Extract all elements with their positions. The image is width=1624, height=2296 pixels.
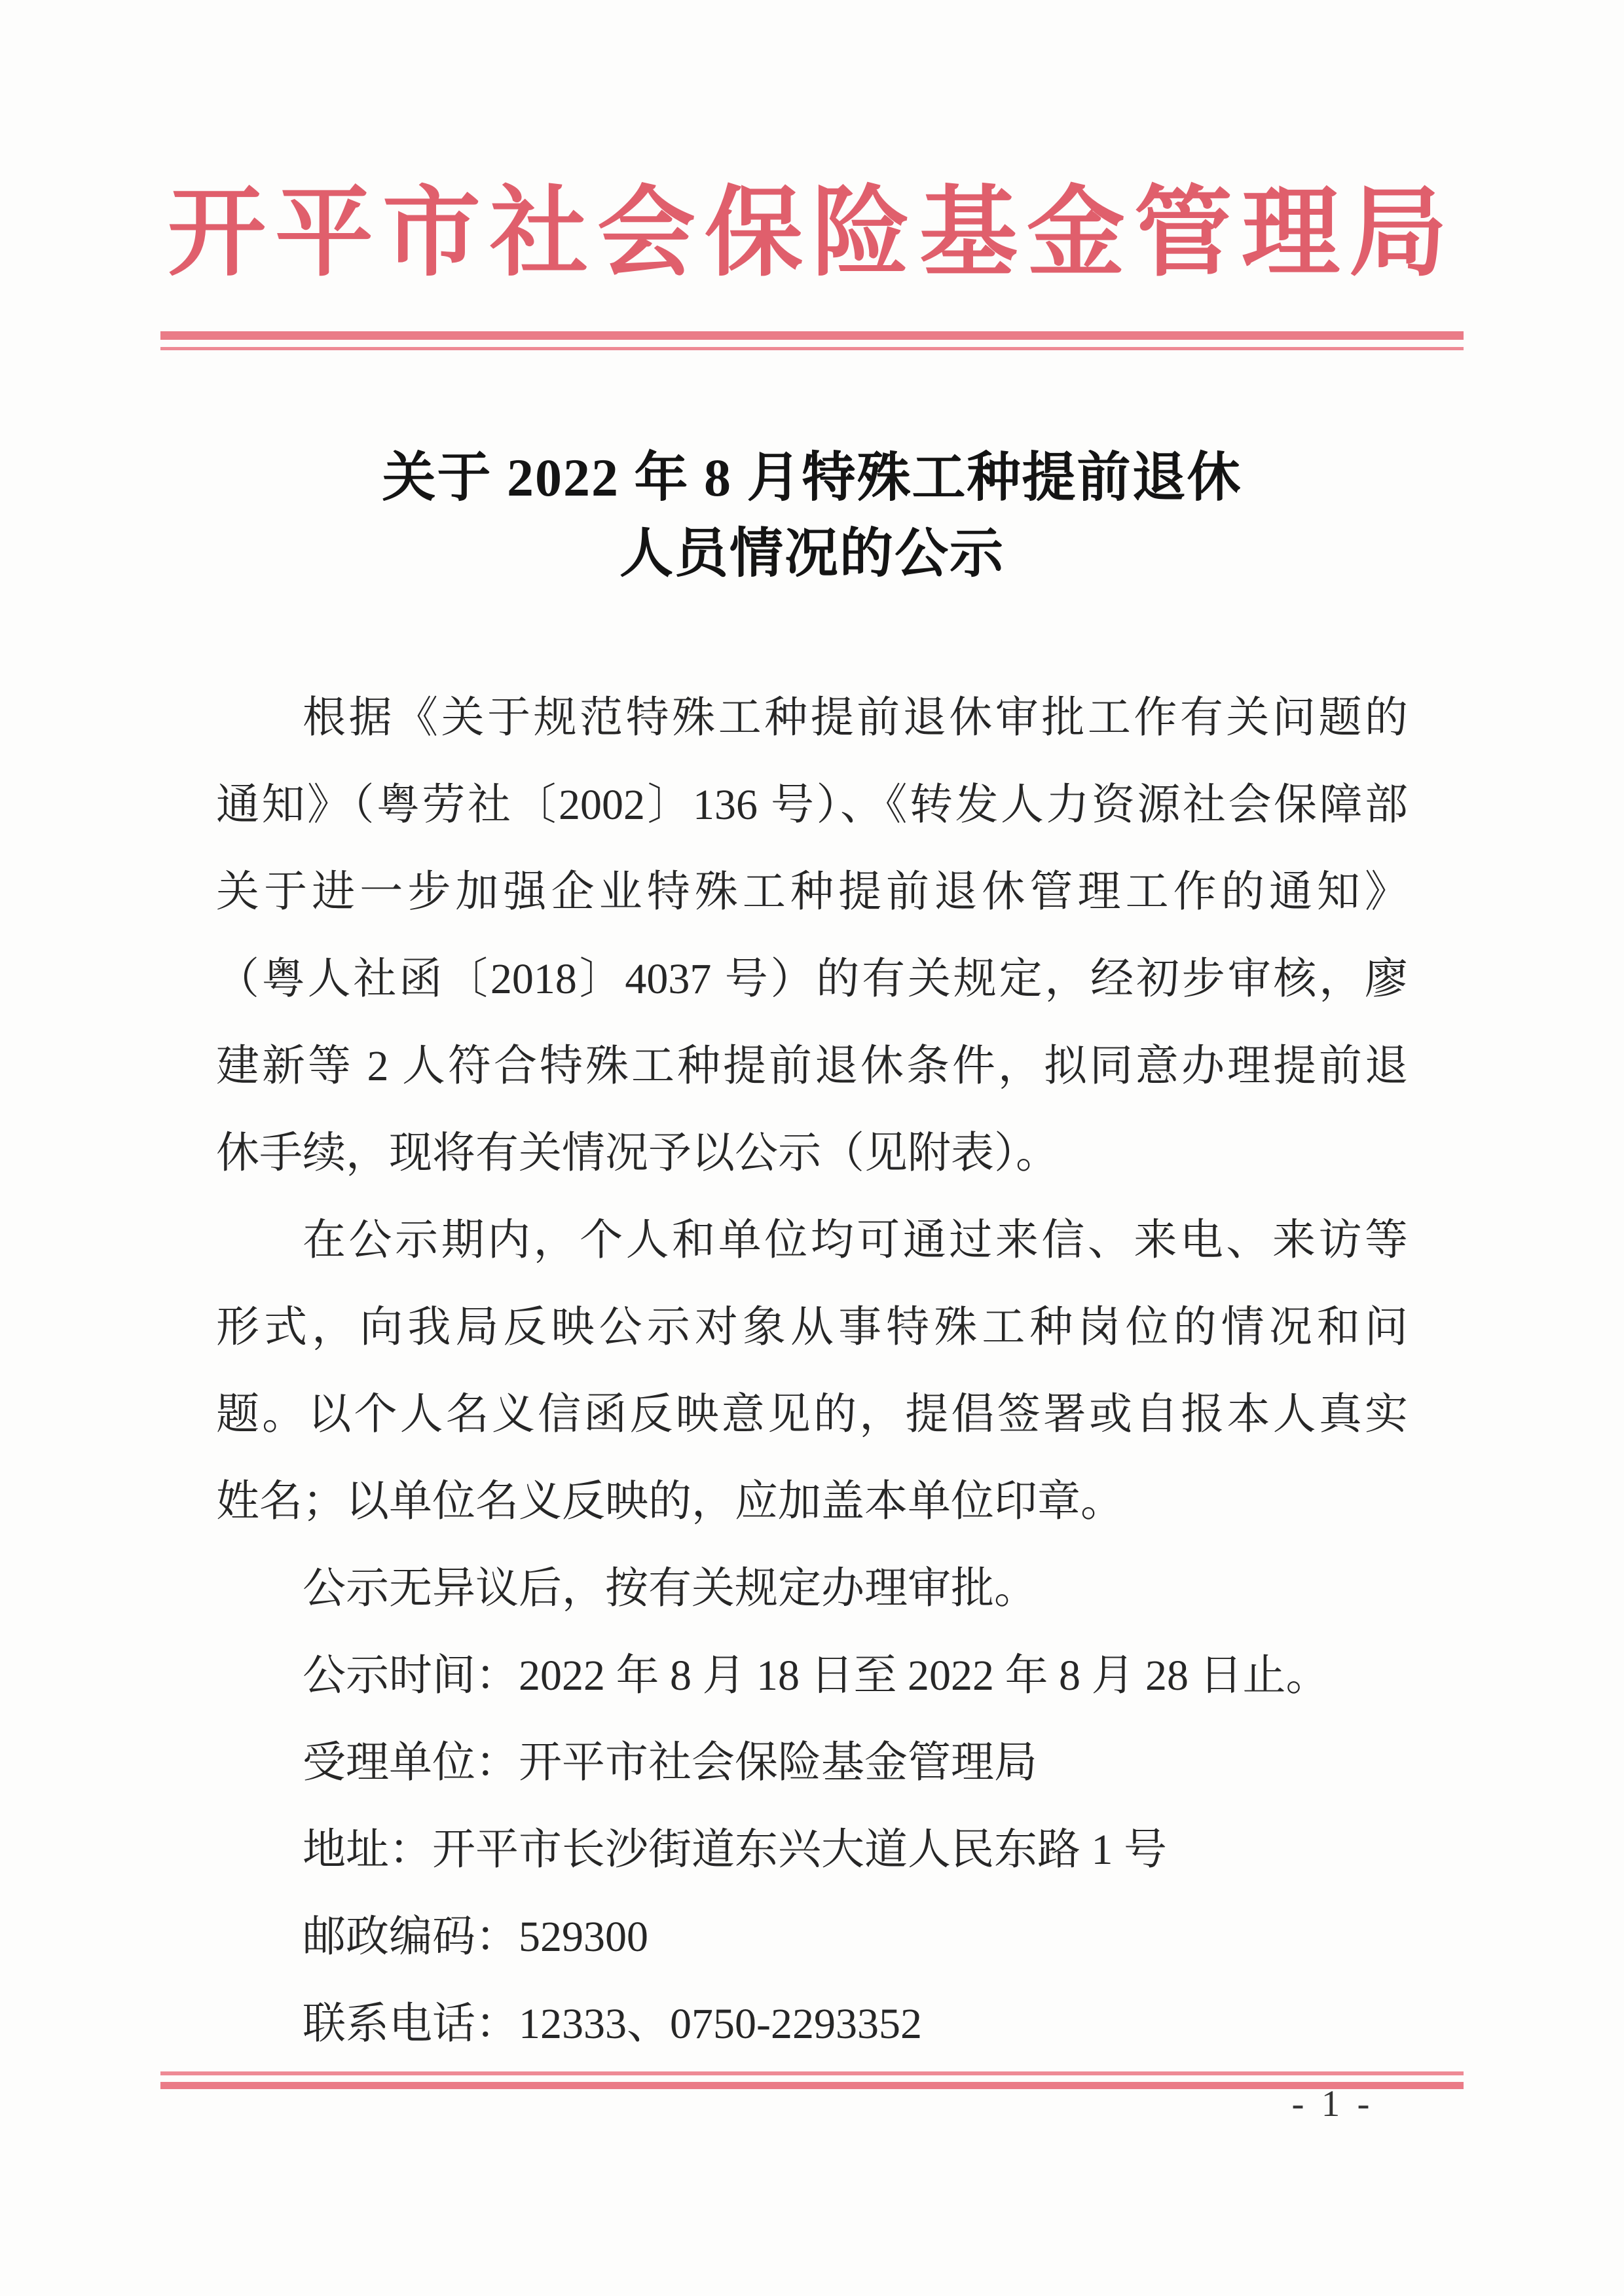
body-line: 通知》（粤劳社〔2002〕136 号）、《转发人力资源社会保障部 [216,781,1408,829]
footer-rule-thin [160,2071,1464,2075]
document-body [216,674,1408,2068]
body-line: 在公示期内，个人和单位均可通过来信、来电、来访等 [303,1216,1408,1264]
body-line: 邮政编码：529300 [303,1913,648,1961]
page-number: - 1 - [1291,2083,1374,2124]
body-line: 形式，向我局反映公示对象从事特殊工种岗位的情况和问 [216,1303,1408,1351]
letterhead-org-name: 开平市社会保险基金管理局 [167,179,1456,288]
body-line: 地址：开平市长沙街道东兴大道人民东路 1 号 [303,1826,1167,1874]
body-line: 公示无异议后，按有关规定办理审批。 [303,1565,1037,1613]
letterhead-rule-thin [160,347,1464,350]
body-line: 根据《关于规范特殊工种提前退休审批工作有关问题的 [303,694,1408,742]
letterhead-rule-thick [160,331,1464,340]
body-line: 建新等 2 人符合特殊工种提前退休条件，拟同意办理提前退 [216,1042,1408,1090]
body-line: 关于进一步加强企业特殊工种提前退休管理工作的通知》 [216,868,1408,916]
body-line: 姓名；以单位名义反映的，应加盖本单位印章。 [216,1478,1124,1525]
document-title-line1: 关于 2022 年 8 月特殊工种提前退休 [382,448,1242,507]
body-line: （粤人社函〔2018〕4037 号）的有关规定，经初步审核，廖 [216,955,1408,1003]
document-title-line2: 人员情况的公示 [619,524,1005,583]
document-title [0,440,1624,592]
body-line: 休手续，现将有关情况予以公示（见附表）。 [216,1129,1059,1177]
body-line: 公示时间：2022 年 8 月 18 日至 2022 年 8 月 28 日止。 [303,1652,1329,1700]
body-line: 受理单位：开平市社会保险基金管理局 [303,1739,1037,1787]
body-line: 联系电话：12333、0750-2293352 [303,2000,922,2048]
body-line: 题。以个人名义信函反映意见的，提倡签署或自报本人真实 [216,1391,1408,1438]
